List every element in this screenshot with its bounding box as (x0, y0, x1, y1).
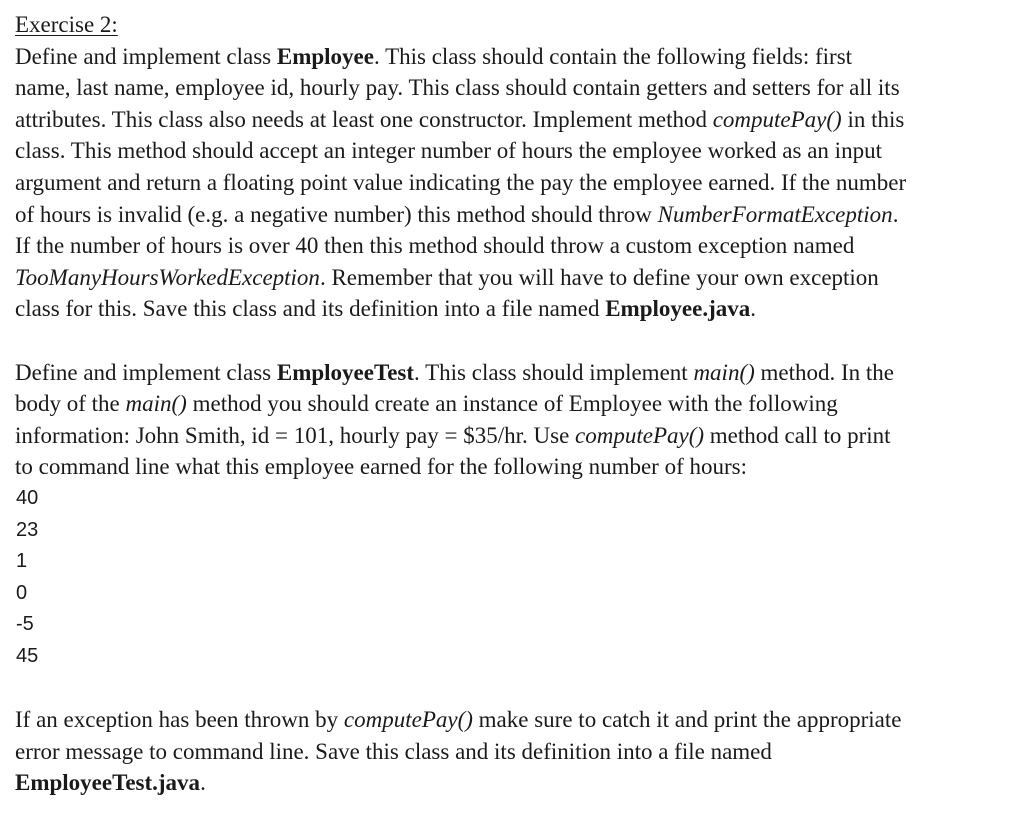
text-line: name, last name, employee id, hourly pay. This class should contain getters and setters for all its (15, 75, 900, 101)
text-line: class. This method should accept an integer number of hours the employee worked as an input (15, 138, 882, 164)
text-span: . (892, 201, 899, 227)
text-span: . This class should contain the following fields: first (373, 43, 853, 69)
text-span: . Remember that you will have to define your own exception (319, 264, 879, 290)
text-line: error message to command line. Save this class and its definition into a file named (15, 738, 772, 764)
text-line (15, 41, 1015, 73)
file-name-employeetest-java: EmployeeTest.java (15, 770, 201, 796)
text-span: in this (841, 106, 905, 132)
hours-item: 1 (16, 550, 28, 573)
hours-item: 40 (16, 486, 39, 509)
text-span: method. In the (754, 359, 895, 385)
text-span: . (750, 296, 756, 322)
text-span: Define and implement class (15, 359, 277, 385)
exception-handling-paragraph (15, 704, 1015, 799)
text-line: If the number of hours is over 40 then this method should throw a custom exception named (15, 233, 855, 259)
class-name-employee: Employee (276, 43, 374, 69)
employee-test-paragraph (15, 357, 1015, 483)
text-line (15, 420, 1015, 452)
text-line (15, 767, 1015, 799)
text-line (15, 104, 1015, 136)
exercise-document (15, 9, 1015, 799)
text-line (15, 704, 1015, 736)
text-span: . This class should implement (414, 359, 694, 385)
text-span: make sure to catch it and print the appropriate (472, 707, 902, 733)
text-line: to command line what this employee earned for the following number of hours: (15, 454, 747, 480)
employee-class-paragraph (15, 41, 1015, 325)
hours-item: 45 (16, 644, 39, 667)
text-span: of hours is invalid (e.g. a negative number) this method should throw (15, 201, 658, 227)
text-line (15, 357, 1015, 389)
file-name-employee-java: Employee.java (605, 296, 751, 322)
text-line (15, 293, 1015, 325)
method-name-computepay: computePay() (575, 422, 705, 448)
hours-item: -5 (16, 613, 34, 636)
method-name-main: main() (125, 391, 187, 417)
exercise-heading: Exercise 2: (15, 12, 118, 37)
text-line (15, 262, 1015, 294)
text-span: attributes. This class also needs at least one constructor. Implement method (15, 106, 713, 132)
hours-item: 23 (16, 518, 39, 541)
text-line: argument and return a floating point value indicating the pay the employee earned. If the number (15, 169, 907, 195)
hours-list (15, 483, 1015, 673)
text-span: body of the (15, 391, 126, 417)
method-name-computepay: computePay() (712, 106, 842, 132)
text-span: Define and implement class (15, 43, 277, 69)
text-span: class for this. Save this class and its definition into a file named (15, 296, 606, 322)
text-span: method you should create an instance of Employee with the following (186, 391, 838, 417)
exception-name-toomanyhours: TooManyHoursWorkedException (15, 264, 320, 290)
text-span: . (200, 770, 206, 796)
text-span: If an exception has been thrown by (15, 707, 344, 733)
method-name-main: main() (693, 359, 755, 385)
class-name-employeetest: EmployeeTest (276, 359, 415, 385)
text-span: method call to print (704, 422, 891, 448)
hours-item: 0 (16, 581, 28, 604)
exception-name-numberformat: NumberFormatException (657, 201, 893, 227)
text-span: information: John Smith, id = 101, hourly pay = $35/hr. Use (15, 422, 576, 448)
method-name-computepay: computePay() (343, 707, 473, 733)
text-line (15, 388, 1015, 420)
text-line (15, 199, 1015, 231)
